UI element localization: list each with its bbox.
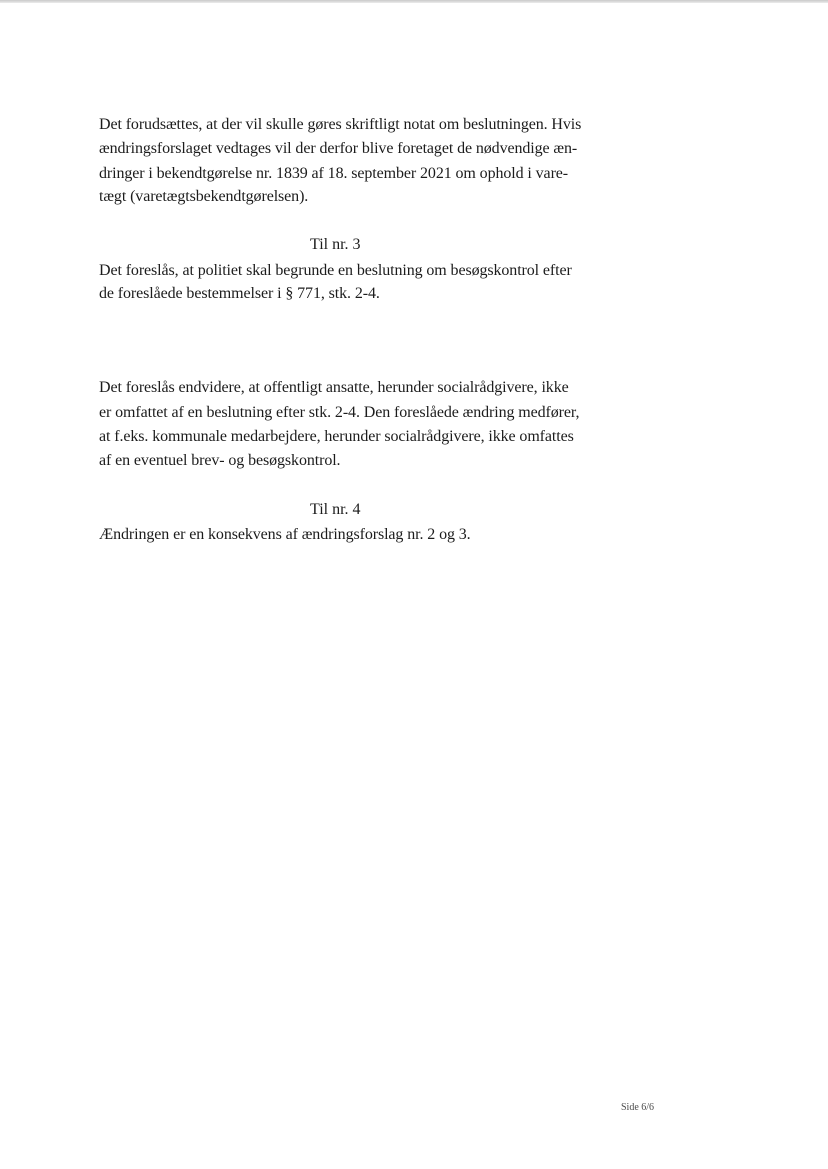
paragraph-line: Det foreslås endvidere, at offentligt ansatte, herunder socialrådgivere, ikke (99, 379, 569, 396)
section-heading-nr-3: Til nr. 3 (310, 236, 361, 253)
paragraph-line: tægt (varetægtsbekendtgørelsen). (99, 188, 309, 205)
paragraph-line: ændringsforslaget vedtages vil der derfor blive foretaget de nødvendige æn- (99, 140, 578, 157)
paragraph-line: Ændringen er en konsekvens af ændringsforslag nr. 2 og 3. (99, 526, 471, 543)
scan-top-edge (0, 0, 828, 3)
paragraph-line: af en eventuel brev- og besøgskontrol. (99, 452, 341, 469)
paragraph-line: Det foreslås, at politiet skal begrunde en beslutning om besøgskontrol efter (99, 262, 572, 279)
paragraph-line: at f.eks. kommunale medarbejdere, herunder socialrådgivere, ikke omfattes (99, 428, 574, 445)
paragraph-line: dringer i bekendtgørelse nr. 1839 af 18. september 2021 om ophold i vare- (99, 165, 569, 182)
paragraph-line: Det forudsættes, at der vil skulle gøres skriftligt notat om beslutningen. Hvis (99, 116, 582, 133)
section-heading-nr-4: Til nr. 4 (310, 501, 361, 518)
page-number: Side 6/6 (621, 1102, 655, 1113)
paragraph-line: de foreslåede bestemmelser i § 771, stk. 2-4. (99, 285, 380, 302)
paragraph-line: er omfattet af en beslutning efter stk. 2-4. Den foreslåede ændring medfører, (99, 404, 580, 421)
